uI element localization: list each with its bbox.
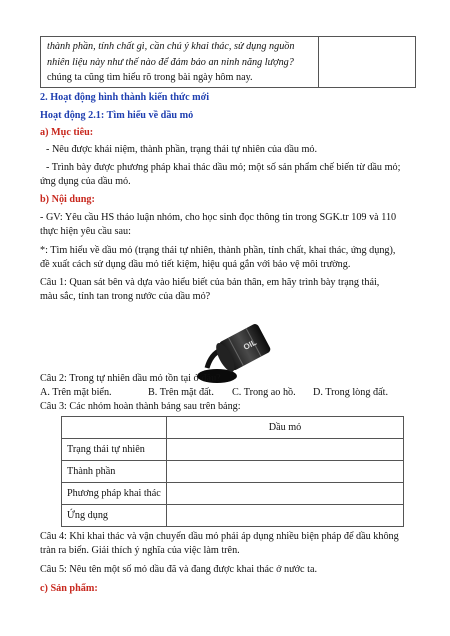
barrel-label: OIL <box>242 337 259 352</box>
table-header-oil: Dầu mỏ <box>167 417 404 439</box>
activity-heading: Hoạt động 2.1: Tìm hiểu về dầu mỏ <box>40 110 194 121</box>
q2-option-b: B. Trên mặt đất. <box>148 387 214 398</box>
question-5: Câu 5: Nêu tên một số mỏ dầu đã và đang được khai thác ở nước ta. <box>40 564 318 575</box>
table-row <box>62 461 404 483</box>
goal-item-2-line-2: ứng dụng của dầu mỏ. <box>40 176 131 187</box>
content-line-3: *: Tìm hiểu về dầu mỏ (trạng thái tự nhiên, thành phần, tính chất, khai thác, ứng dụng), <box>40 245 396 256</box>
goal-item-1: - Nêu được khái niệm, thành phần, trạng thái tự nhiên của dầu mỏ. <box>46 144 318 155</box>
intro-table <box>40 36 416 88</box>
table-row-label: Thành phần <box>62 461 167 483</box>
intro-table-empty-column <box>318 37 319 87</box>
table-row <box>62 505 404 527</box>
question-1-line-1: Câu 1: Quan sát bên và dựa vào hiểu biết của bản thân, em hãy trình bày trạng thái, <box>40 277 380 288</box>
intro-line-3: chúng ta cũng tìm hiểu rõ trong bài ngày hôm nay. <box>47 72 253 83</box>
intro-line-1: thành phần, tính chất gì, cần chú ý khai thác, sử dụng nguồn <box>47 41 295 52</box>
table-row <box>62 483 404 505</box>
goal-item-2-line-1: - Trình bày được phương pháp khai thác dầu mỏ; một số sản phẩm chế biến từ dầu mỏ; <box>46 162 401 173</box>
question-4-line-2: tràn ra biển. Giải thích ý nghĩa của việc làm trên. <box>40 545 240 556</box>
section-heading: 2. Hoạt động hình thành kiến thức mới <box>40 92 210 103</box>
table-row-label: Trạng thái tự nhiên <box>62 439 167 461</box>
question-3: Câu 3: Các nhóm hoàn thành bảng sau trên bảng: <box>40 401 241 412</box>
content-line-4: đề xuất cách sử dụng dầu mỏ tiết kiệm, hiệu quả gắn với bảo vệ môi trường. <box>40 259 351 270</box>
content-line-2: thực hiện yêu cầu sau: <box>40 226 131 237</box>
q2-option-a: A. Trên mặt biển. <box>40 387 112 398</box>
table-row-label: Ứng dụng <box>62 505 167 527</box>
oil-properties-table <box>61 416 404 527</box>
product-heading: c) Sản phẩm: <box>40 583 98 594</box>
intro-table-cell <box>47 39 315 86</box>
table-row <box>62 417 404 439</box>
content-heading: b) Nội dung: <box>40 194 95 205</box>
content-line-1: - GV: Yêu cầu HS thảo luận nhóm, cho học sinh đọc thông tin trong SGK.tr 109 và 110 <box>40 212 397 223</box>
table-row <box>62 439 404 461</box>
table-row-label: Phương pháp khai thác <box>62 483 167 505</box>
q2-option-d: D. Trong lòng đất. <box>313 387 389 398</box>
q2-option-c: C. Trong ao hồ. <box>232 387 296 398</box>
intro-line-2: nhiên liệu này như thế nào để đảm bảo an ninh năng lượng? <box>47 56 294 68</box>
question-1-line-2: màu sắc, tính tan trong nước của dầu mỏ? <box>40 291 211 302</box>
question-4-line-1: Câu 4: Khi khai thác và vận chuyển dầu mỏ phải áp dụng nhiều biện pháp để dầu không <box>40 531 399 542</box>
goal-heading: a) Mục tiêu: <box>40 127 94 138</box>
question-2: Câu 2: Trong tự nhiên dầu mỏ tồn tại ở đâu? <box>40 373 221 384</box>
